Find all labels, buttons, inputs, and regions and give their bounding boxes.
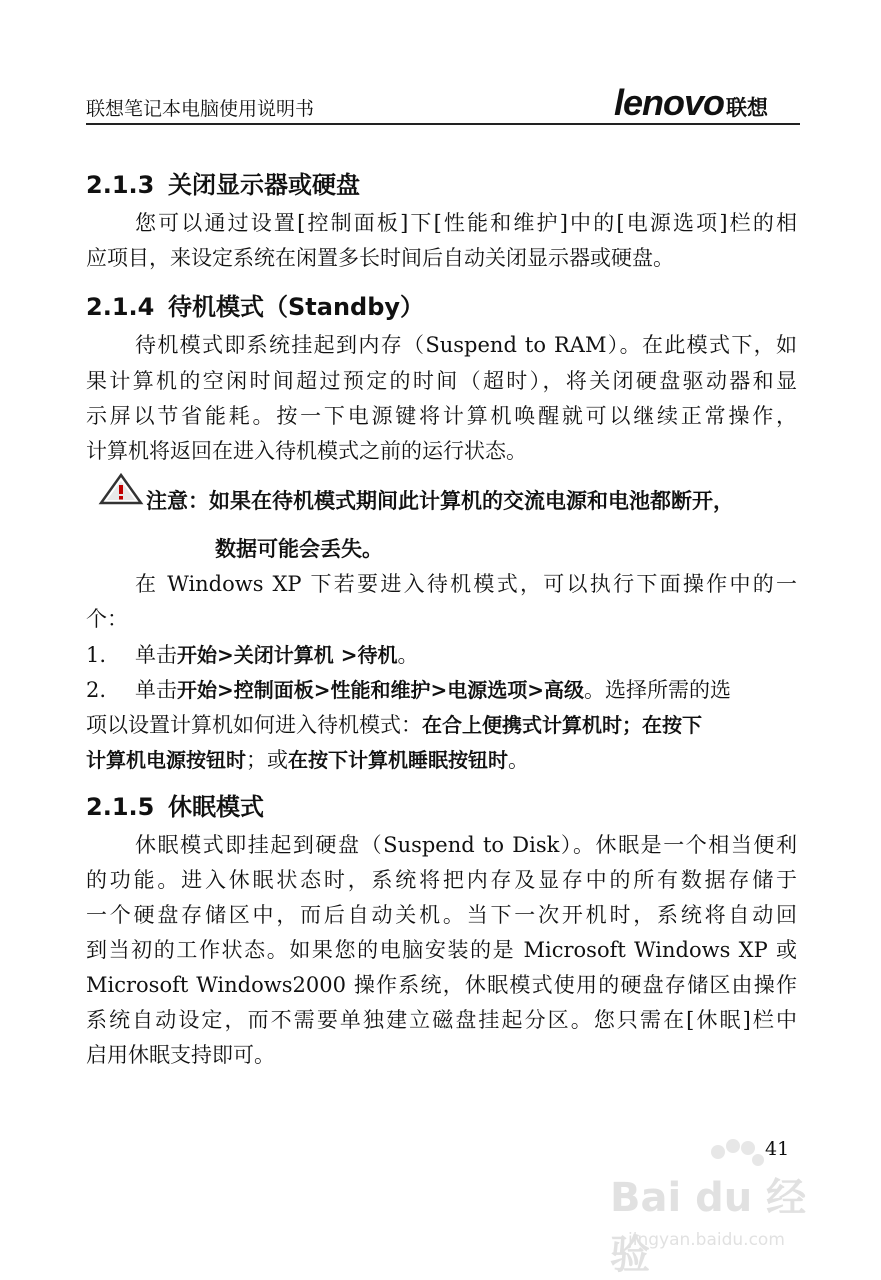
header-rule — [86, 123, 800, 125]
note-line: 数据可能会丢失。 — [215, 537, 383, 561]
heading-title: 休眠模式 — [168, 793, 264, 821]
list-item-continued — [86, 744, 529, 774]
heading-2-1-5 — [86, 787, 264, 822]
paragraph-line: 示屏以节省能耗。按一下电源键将计算机唤醒就可以继续正常操作， — [86, 404, 797, 428]
list-number: 2. — [86, 678, 107, 702]
list-text: 。选择所需的选 — [584, 678, 732, 702]
heading-number: 2.1.3 — [86, 171, 155, 199]
paragraph-line: 在 Windows XP 下若要进入待机模式，可以执行下面操作中的一 — [135, 572, 797, 596]
option-text: 计算机电源按钮时 — [86, 748, 246, 772]
menu-path: 开始>关闭计算机 >待机 — [177, 643, 398, 667]
paragraph-line: 个： — [86, 607, 128, 631]
option-text: 在合上便携式计算机时；在按下 — [422, 713, 702, 737]
paragraph-line: 果计算机的空闲时间超过预定的时间（超时），将关闭硬盘驱动器和显 — [86, 369, 797, 393]
paragraph-line: 系统自动设定，而不需要单独建立磁盘挂起分区。您只需在[休眠]栏中 — [86, 1008, 797, 1032]
watermark-text: Bai du 经验 — [610, 1175, 807, 1278]
list-text: 单击 — [135, 678, 177, 702]
paragraph-line: 您可以通过设置[控制面板]下[性能和维护]中的[电源选项]栏的相 — [135, 211, 797, 235]
logo-text-en: lenovo — [614, 82, 725, 123]
header-title: 联想笔记本电脑使用说明书 — [86, 98, 315, 120]
warning-icon — [98, 472, 144, 506]
watermark-url: jingyan.baidu.com — [628, 1230, 785, 1250]
list-text: 单击 — [135, 643, 177, 667]
list-item-continued — [86, 709, 702, 739]
paragraph-line: Microsoft Windows2000 操作系统，休眠模式使用的硬盘存储区由操作 — [86, 973, 797, 997]
logo-text-cn: 联想 — [726, 96, 769, 120]
heading-title: 待机模式（Standby） — [168, 293, 425, 321]
paragraph-line: 到当初的工作状态。如果您的电脑安装的是 Microsoft Windows XP 或 — [86, 938, 797, 962]
heading-number: 2.1.4 — [86, 293, 155, 321]
paragraph-line: 计算机将返回在进入待机模式之前的运行状态。 — [86, 439, 527, 463]
heading-title: 关闭显示器或硬盘 — [168, 171, 360, 199]
paragraph-line: 休眠模式即挂起到硬盘（Suspend to Disk）。休眠是一个相当便利 — [135, 833, 797, 857]
list-text: 。 — [508, 748, 529, 772]
list-text: ；或 — [246, 748, 288, 772]
paragraph-line: 应项目，来设定系统在闲置多长时间后自动关闭显示器或硬盘。 — [86, 246, 674, 270]
heading-2-1-3 — [86, 165, 360, 200]
heading-2-1-4 — [86, 287, 424, 322]
list-item — [86, 639, 418, 669]
heading-number: 2.1.5 — [86, 793, 155, 821]
paragraph-line: 待机模式即系统挂起到内存（Suspend to RAM）。在此模式下，如 — [135, 333, 797, 357]
list-text: 项以设置计算机如何进入待机模式： — [86, 713, 422, 737]
note-line: 注意：如果在待机模式期间此计算机的交流电源和电池都断开， — [146, 489, 734, 513]
paragraph-line: 启用休眠支持即可。 — [86, 1043, 275, 1067]
paragraph-line: 一个硬盘存储区中，而后自动关机。当下一次开机时，系统将自动回 — [86, 903, 797, 927]
menu-path: 开始>控制面板>性能和维护>电源选项>高级 — [177, 678, 585, 702]
list-text: 。 — [397, 643, 419, 667]
paragraph-line: 的功能。进入休眠状态时，系统将把内存及显存中的所有数据存储于 — [86, 868, 797, 892]
page-number: 41 — [765, 1138, 790, 1160]
option-text: 在按下计算机睡眠按钮时 — [288, 748, 508, 772]
list-number: 1. — [86, 643, 107, 667]
lenovo-logo — [614, 82, 769, 123]
list-item — [86, 674, 731, 704]
